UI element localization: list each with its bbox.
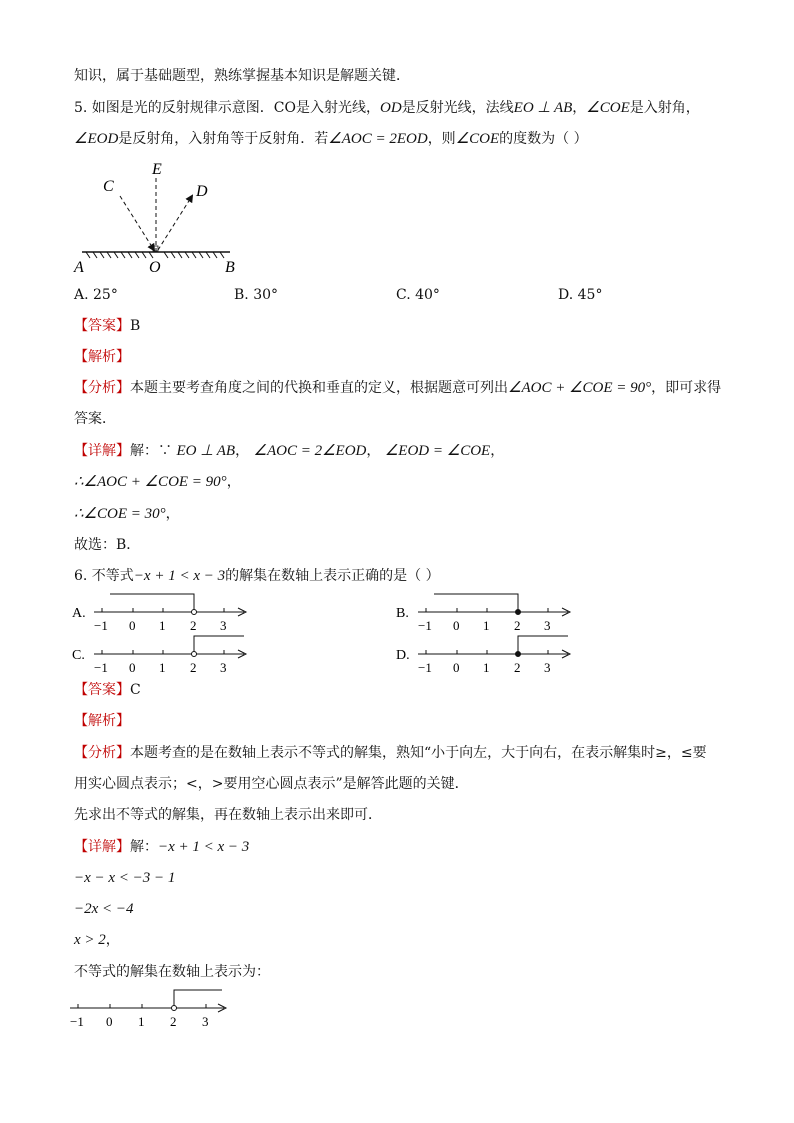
svg-text:2: 2 — [190, 618, 197, 633]
numberline-option-a — [70, 590, 260, 633]
svg-text:1: 1 — [159, 660, 166, 675]
intro-text: 知识，属于基础题型，熟练掌握基本知识是解题关键． — [74, 68, 410, 84]
q5-answer: 【答案】B — [74, 318, 141, 334]
svg-text:A.: A. — [72, 606, 86, 621]
label-A: A — [74, 259, 84, 276]
svg-text:C.: C. — [72, 648, 85, 663]
svg-text:1: 1 — [483, 618, 490, 633]
mirror-hatch — [86, 252, 224, 258]
svg-text:3: 3 — [220, 618, 227, 633]
svg-text:0: 0 — [129, 618, 136, 633]
svg-text:1: 1 — [138, 1014, 145, 1029]
numberline-option-d — [394, 632, 584, 675]
svg-text:0: 0 — [129, 660, 136, 675]
svg-text:−1: −1 — [94, 618, 108, 633]
q6-stem: 6. 不等式−x + 1 < x − 3的解集在数轴上表示正确的是（ ） — [74, 568, 440, 584]
reflection-figure — [70, 158, 240, 278]
svg-text:−1: −1 — [418, 660, 432, 675]
label-B: B — [225, 259, 235, 276]
q5-option-b: B. 30° — [234, 287, 279, 303]
label-C: C — [103, 178, 114, 195]
q6-step4: 不等式的解集在数轴上表示为： — [74, 964, 270, 980]
q5-final: 故选：B． — [74, 537, 141, 553]
q6-step3: x > 2， — [74, 932, 120, 948]
svg-text:3: 3 — [544, 660, 551, 675]
q6-analysis-line3: 先求出不等式的解集，再在数轴上表示出来即可． — [74, 807, 382, 823]
q6-step1: −x − x < −3 − 1 — [74, 870, 176, 886]
svg-text:0: 0 — [106, 1014, 113, 1029]
q5-step2: ∴∠COE = 30°， — [74, 506, 180, 522]
reflected-ray — [158, 196, 192, 250]
q5-stem-line1: 5. 如图是光的反射规律示意图．CO是入射光线，OD是反射光线，法线EO ⊥ AB，∠COE是入射角， — [74, 100, 700, 116]
label-E: E — [152, 161, 162, 178]
q5-option-a: A. 25° — [74, 287, 118, 303]
svg-text:0: 0 — [453, 660, 460, 675]
svg-text:1: 1 — [159, 618, 166, 633]
svg-text:3: 3 — [202, 1014, 209, 1029]
svg-text:2: 2 — [170, 1014, 177, 1029]
incident-ray — [120, 196, 154, 250]
svg-text:3: 3 — [544, 618, 551, 633]
svg-text:1: 1 — [483, 660, 490, 675]
q5-option-c: C. 40° — [396, 287, 440, 303]
svg-text:−1: −1 — [418, 618, 432, 633]
q6-detail-line1: 【详解】解：−x + 1 < x − 3 — [74, 839, 250, 855]
q5-analysis-line2: 答案． — [74, 411, 116, 427]
q5-detail-line1: 【详解】解：∵ EO ⊥ AB， ∠AOC = 2∠EOD， ∠EOD = ∠COE， — [74, 443, 505, 459]
q6-analysis-line1: 【分析】本题考查的是在数轴上表示不等式的解集，熟知“小于向左，大于向右，在表示解集时≥，≤要 — [74, 745, 707, 761]
label-O: O — [149, 259, 161, 276]
q5-jiexi-label: 【解析】 — [74, 349, 130, 365]
q6-jiexi-label: 【解析】 — [74, 713, 130, 729]
svg-text:2: 2 — [190, 660, 197, 675]
svg-text:−1: −1 — [70, 1014, 84, 1029]
q6-step2: −2x < −4 — [74, 901, 134, 917]
q5-stem-line2: ∠EOD是反射角，入射角等于反射角．若∠AOC = 2EOD，则∠COE的度数为（ ） — [74, 131, 588, 147]
svg-text:D.: D. — [396, 648, 410, 663]
svg-text:−1: −1 — [94, 660, 108, 675]
svg-text:B.: B. — [396, 606, 409, 621]
q6-answer: 【答案】C — [74, 682, 141, 698]
q5-option-d: D. 45° — [558, 287, 603, 303]
svg-text:3: 3 — [220, 660, 227, 675]
svg-text:2: 2 — [514, 660, 521, 675]
q5-analysis-line1: 【分析】本题主要考查角度之间的代换和垂直的定义，根据题意可列出∠AOC + ∠COE = 90°，即可求得 — [74, 380, 722, 396]
numberline-option-c — [70, 632, 260, 675]
q6-analysis-line2: 用实心圆点表示；<，>要用空心圆点表示”是解答此题的关键． — [74, 776, 469, 792]
numberline-option-b — [394, 590, 584, 633]
q5-step1: ∴∠AOC + ∠COE = 90°， — [74, 474, 241, 490]
svg-text:2: 2 — [514, 618, 521, 633]
svg-text:0: 0 — [453, 618, 460, 633]
numberline-solution — [66, 986, 236, 1029]
label-D: D — [196, 183, 208, 200]
